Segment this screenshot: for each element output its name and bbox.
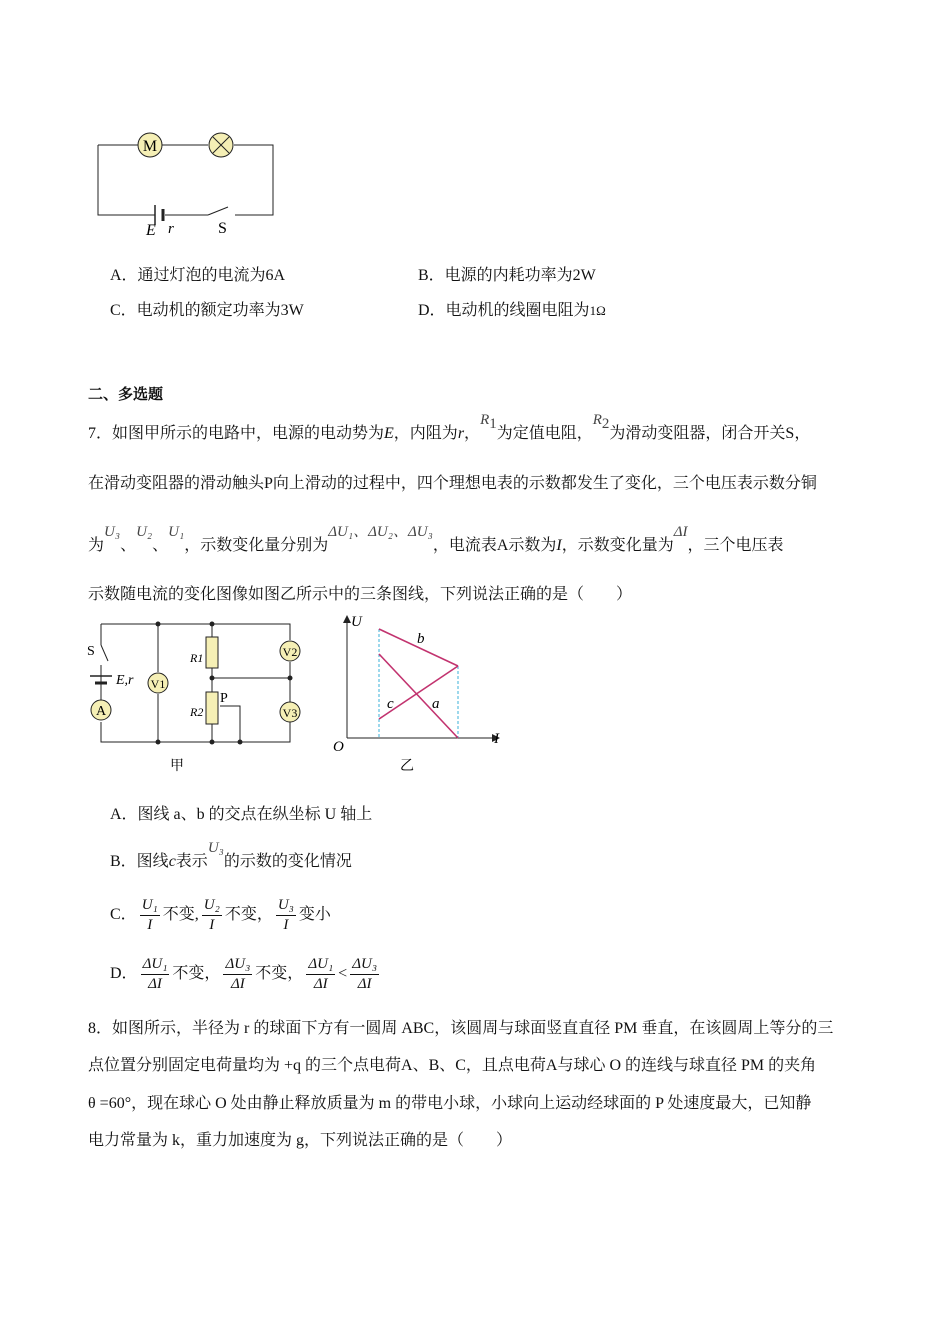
circuit-diagram-jia bbox=[80, 610, 310, 780]
text-q7-optd-f2d: ΔI bbox=[230, 976, 245, 992]
text-q7-fig-jia-v3: V3 bbox=[282, 706, 298, 720]
text-q7-u3: U₃ bbox=[104, 524, 121, 540]
diagram-part bbox=[210, 622, 215, 627]
q7-option-b[interactable] bbox=[110, 840, 352, 871]
text-q7-optb-u: U₃ bbox=[207, 840, 224, 856]
text-q7-sep: 、 bbox=[120, 537, 137, 554]
text-q7-di: ΔI bbox=[673, 524, 688, 540]
text-q7-optc-label: C． bbox=[110, 906, 137, 924]
text-q7-r2s: 2 bbox=[601, 416, 610, 433]
text-q7-fig-jia-s: S bbox=[87, 644, 95, 659]
text-q7-u2: U₂ bbox=[136, 524, 153, 540]
text-q7-optd-f3d: ΔI bbox=[313, 976, 328, 992]
text-q7-optd-lt: < bbox=[338, 965, 348, 983]
text-q7-fig-jia-v1: V1 bbox=[150, 677, 166, 691]
text-q7-optc-f2n: U₂ bbox=[202, 896, 222, 916]
diagram-part bbox=[350, 955, 379, 994]
text-q7-fig-jia-p: P bbox=[220, 691, 228, 706]
text-q7-l3c: ，电流表A示数为 bbox=[432, 537, 557, 554]
diagram-part bbox=[234, 145, 273, 215]
text-q7-optd-f2n: ΔU₃ bbox=[223, 955, 252, 975]
text-fig6-switch: S bbox=[218, 220, 227, 237]
text-q7-optd-f4d: ΔI bbox=[357, 976, 372, 992]
section-heading: 二、多选题 bbox=[88, 385, 164, 403]
text-fig6-r: r bbox=[168, 221, 174, 237]
text-q7-u1: U₁ bbox=[168, 524, 185, 540]
diagram-part bbox=[141, 955, 170, 994]
diagram-part bbox=[220, 706, 240, 742]
text-q7-l1c: ， bbox=[464, 425, 481, 442]
text-q7-r1: R bbox=[480, 412, 490, 428]
q6-option-c[interactable]: C．电动机的额定功率为3W bbox=[110, 302, 304, 319]
q7-line-3 bbox=[88, 524, 784, 555]
diagram-part bbox=[223, 955, 252, 994]
text-q7-optd-label: D． bbox=[110, 965, 138, 983]
text-q7-fig-yi-o: O bbox=[333, 739, 344, 755]
text-q7-optc-t2: 不变， bbox=[224, 906, 273, 924]
text-q7-optb-a: B．图线 bbox=[110, 853, 169, 870]
q7-line-2: 在滑动变阻器的滑动触头P向上滑动的过程中，四个理想电表的示数都发生了变化，三个电压表示数分铜 bbox=[88, 475, 817, 492]
text-q7-l3a: 为 bbox=[88, 537, 105, 554]
text-q7-optb-d: 的示数的变化情况 bbox=[223, 853, 352, 870]
text-q7-r2: R bbox=[592, 412, 602, 428]
q8-line-2: 点位置分别固定电荷量均为 +q 的三个点电荷A、B、C，且点电荷A与球心 O 的连线与球直径 PM 的夹角 bbox=[88, 1057, 817, 1074]
text-q7-fig-jia-caption: 甲 bbox=[170, 759, 184, 774]
diagram-part bbox=[210, 676, 215, 681]
q8-line-1: 8．如图所示，半径为 r 的球面下方有一圆周 ABC，该圆周与球面竖直直径 PM 垂直，在该圆周上等分的三 bbox=[88, 1020, 834, 1037]
diagram-part bbox=[156, 740, 161, 745]
diagram-part bbox=[101, 722, 290, 742]
ui-graph-yi bbox=[330, 610, 510, 780]
q6-option-a[interactable]: A．通过灯泡的电流为6A bbox=[110, 267, 286, 284]
text-q7-fig-yi-b: b bbox=[417, 631, 425, 647]
q7-option-a[interactable]: A．图线 a、b 的交点在纵坐标 U 轴上 bbox=[110, 806, 373, 823]
text-q7-fig-jia-v2: V2 bbox=[282, 645, 298, 659]
text-q7-optc-f1d: I bbox=[147, 917, 153, 933]
lamp-symbol bbox=[209, 133, 233, 157]
text-q7-fig-yi-i: I bbox=[494, 731, 499, 747]
q7-line-1 bbox=[88, 412, 811, 447]
q7-option-d[interactable] bbox=[110, 955, 382, 994]
text-q7-optd-f3n: ΔU₁ bbox=[306, 955, 335, 975]
q8-line-3: θ =60°，现在球心 O 处由静止释放质量为 m 的带电小球，小球向上运动经球面的 P 处速度最大，已知静 bbox=[88, 1095, 812, 1112]
text-q7-optc-f1n: U₁ bbox=[140, 896, 160, 916]
text-q7-fig-yi-u: U bbox=[351, 614, 362, 630]
text-q7-r1s: 1 bbox=[489, 416, 497, 433]
text-q7-l1e: 为滑动变阻器，闭合开关S， bbox=[609, 425, 811, 442]
resistor-r1 bbox=[206, 637, 218, 668]
text-q7-fig-yi-c: c bbox=[387, 696, 394, 712]
text-q7-optd-t1: 不变， bbox=[172, 965, 221, 983]
diagram-part bbox=[343, 615, 351, 623]
text-q7-l3d: ，示数变化量为 bbox=[561, 537, 674, 554]
text-fig6-motor: M bbox=[142, 138, 158, 155]
text-q7-l1a: 7．如图甲所示的电路中，电源的电动势为 bbox=[88, 425, 385, 442]
text-q7-optb-b: 表示 bbox=[175, 853, 208, 870]
text-q7-fig-jia-r1: R1 bbox=[190, 651, 204, 665]
text-q7-optc-t1: 不变, bbox=[162, 906, 199, 924]
text-q7-optc-t3: 变小 bbox=[298, 906, 331, 924]
text-q7-e: E bbox=[384, 425, 394, 442]
text-q7-fig-jia-a: A bbox=[95, 704, 107, 719]
diagram-part bbox=[210, 740, 215, 745]
text-q7-i: I bbox=[556, 537, 562, 554]
text-q7-optd-f4n: ΔU₃ bbox=[350, 955, 379, 975]
text-q7-optc-f3d: I bbox=[283, 917, 289, 933]
diagram-part bbox=[87, 644, 297, 774]
diagram-part bbox=[140, 896, 160, 935]
diagram-part bbox=[101, 645, 108, 661]
text-q7-l3e: ，三个电压表 bbox=[687, 537, 784, 554]
text-q7-du: ΔU₁、ΔU₂、ΔU₃ bbox=[328, 524, 433, 540]
motor-lamp-circuit bbox=[90, 125, 290, 240]
text-q7-fig-yi-a: a bbox=[432, 696, 440, 712]
diagram-part bbox=[238, 740, 243, 745]
q7-option-c[interactable] bbox=[110, 896, 331, 935]
q6-option-d-text: D．电动机的线圈电阻为 bbox=[418, 302, 590, 319]
text-q7-l3b: ，示数变化量分别为 bbox=[184, 537, 329, 554]
text-q7-l1d: 为定值电阻， bbox=[496, 425, 593, 442]
text-q7-optd-f1n: ΔU₁ bbox=[141, 955, 170, 975]
text-q7-optb-c: c bbox=[168, 853, 176, 870]
diagram-part bbox=[202, 896, 222, 935]
diagram-part bbox=[276, 896, 296, 935]
text-q7-optd-t2: 不变， bbox=[255, 965, 304, 983]
text-q7-r: r bbox=[457, 425, 465, 442]
diagram-part bbox=[156, 622, 293, 745]
q6-option-d[interactable] bbox=[418, 297, 606, 320]
text-q7-optd-f1d: ΔI bbox=[148, 976, 162, 992]
diagram-part bbox=[208, 207, 228, 215]
q8-line-4: 电力常量为 k，重力加速度为 g，下列说法正确的是（ ） bbox=[88, 1132, 513, 1149]
text-fig6-emf: E bbox=[146, 222, 156, 239]
diagram-part bbox=[306, 955, 335, 994]
text-q7-optc-f3n: U₃ bbox=[276, 896, 296, 916]
diagram-part bbox=[333, 614, 500, 755]
q7-line-4: 示数随电流的变化图像如图乙所示中的三条图线，下列说法正确的是（ ） bbox=[88, 586, 633, 603]
diagram-part bbox=[101, 624, 290, 640]
diagram-part bbox=[288, 676, 293, 681]
text-q7-l1b: ，内阻为 bbox=[393, 425, 458, 442]
q6-option-b[interactable]: B．电源的内耗功率为2W bbox=[418, 267, 596, 284]
text-q7-fig-jia-r2: R2 bbox=[190, 705, 204, 719]
text-q7-optc-f2d: I bbox=[209, 917, 215, 933]
q6-option-d-value: 1Ω bbox=[589, 303, 606, 318]
diagram-part bbox=[156, 622, 161, 627]
text-q7-sep: 、 bbox=[152, 537, 169, 554]
text-q7-fig-yi-caption: 乙 bbox=[400, 759, 414, 774]
rheostat-r2 bbox=[206, 692, 218, 724]
text-q7-fig-jia-er: E,r bbox=[116, 673, 134, 688]
